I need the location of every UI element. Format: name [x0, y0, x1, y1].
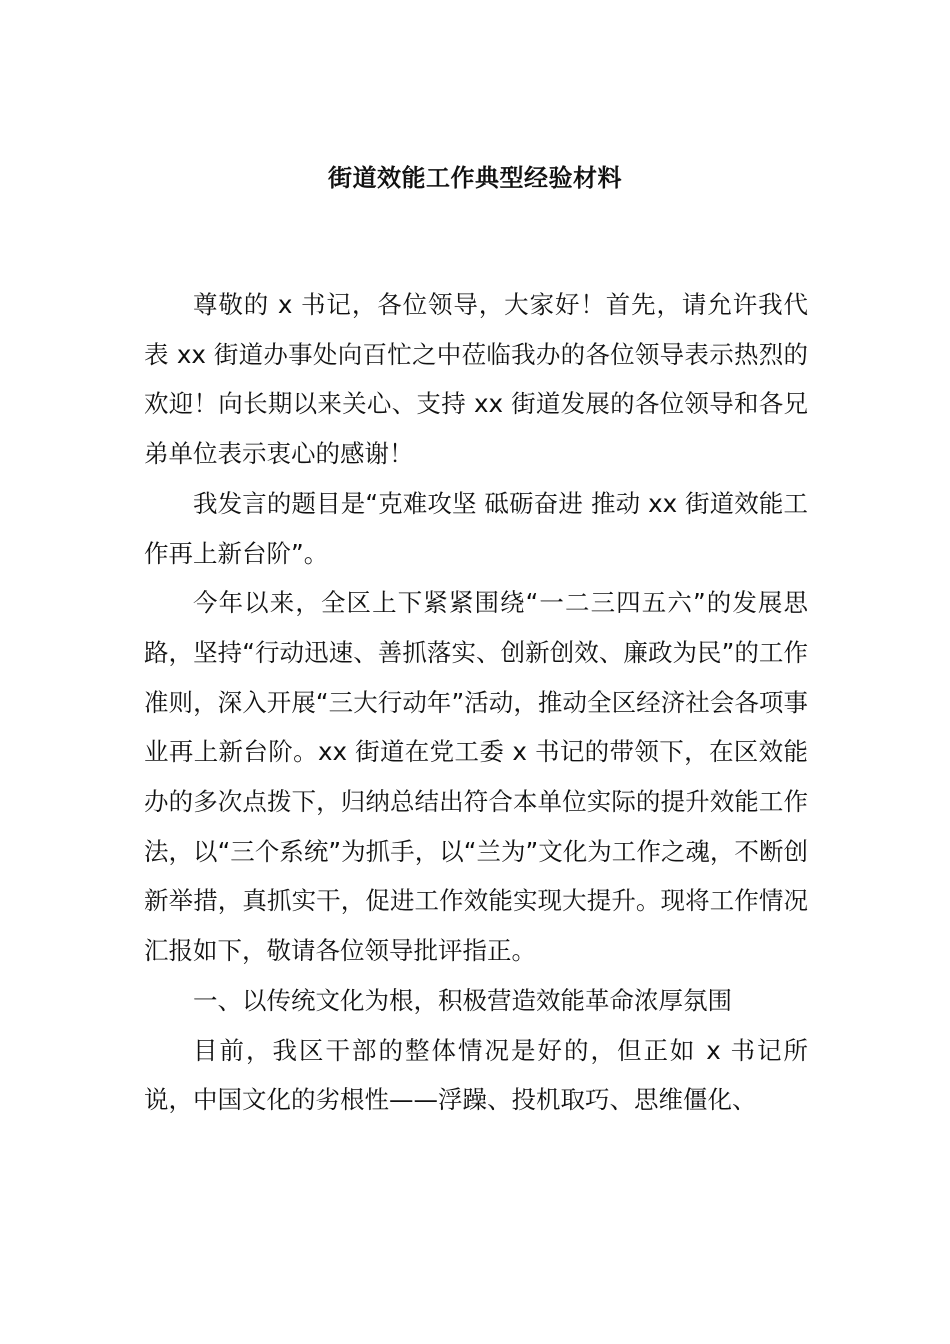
section-heading-1: 一、以传统文化为根，积极营造效能革命浓厚氛围: [193, 985, 732, 1015]
paragraph-section-1-body: 目前，我区干部的整体情况是好的，但正如 x 书记所说，中国文化的劣根性——浮躁、投机取巧、思维僵化、: [144, 1035, 808, 1115]
document-body: [144, 280, 808, 1125]
document-title: 街道效能工作典型经验材料: [328, 164, 622, 192]
paragraph-greeting: 尊敬的 x 书记，各位领导，大家好！首先，请允许我代表 xx 街道办事处向百忙之中莅临我办的各位领导表示热烈的欢迎！向长期以来关心、支持 xx 街道发展的各位领导和各兄弟单位表示衷心的感谢！: [144, 290, 808, 469]
paragraph-speech-topic: 我发言的题目是“克难攻坚 砥砺奋进 推动 xx 街道效能工作再上新台阶”。: [144, 488, 808, 568]
paragraph-overview: 今年以来，全区上下紧紧围绕“一二三四五六”的发展思路，坚持“行动迅速、善抓落实、创新创效、廉政为民”的工作准则，深入开展“三大行动年”活动，推动全区经济社会各项事业再上新台阶。xx 街道在党工委 x 书记的带领下，在区效能办的多次点拨下，归纳总结出符合本单位实际的提升效能工作法，以“三个系统”为抓手，以“兰为”文化为工作之魂，不断创新举措，真抓实干，促进工作效能实现大提升。现将工作情况汇报如下，敬请各位领导批评指正。: [144, 588, 808, 966]
